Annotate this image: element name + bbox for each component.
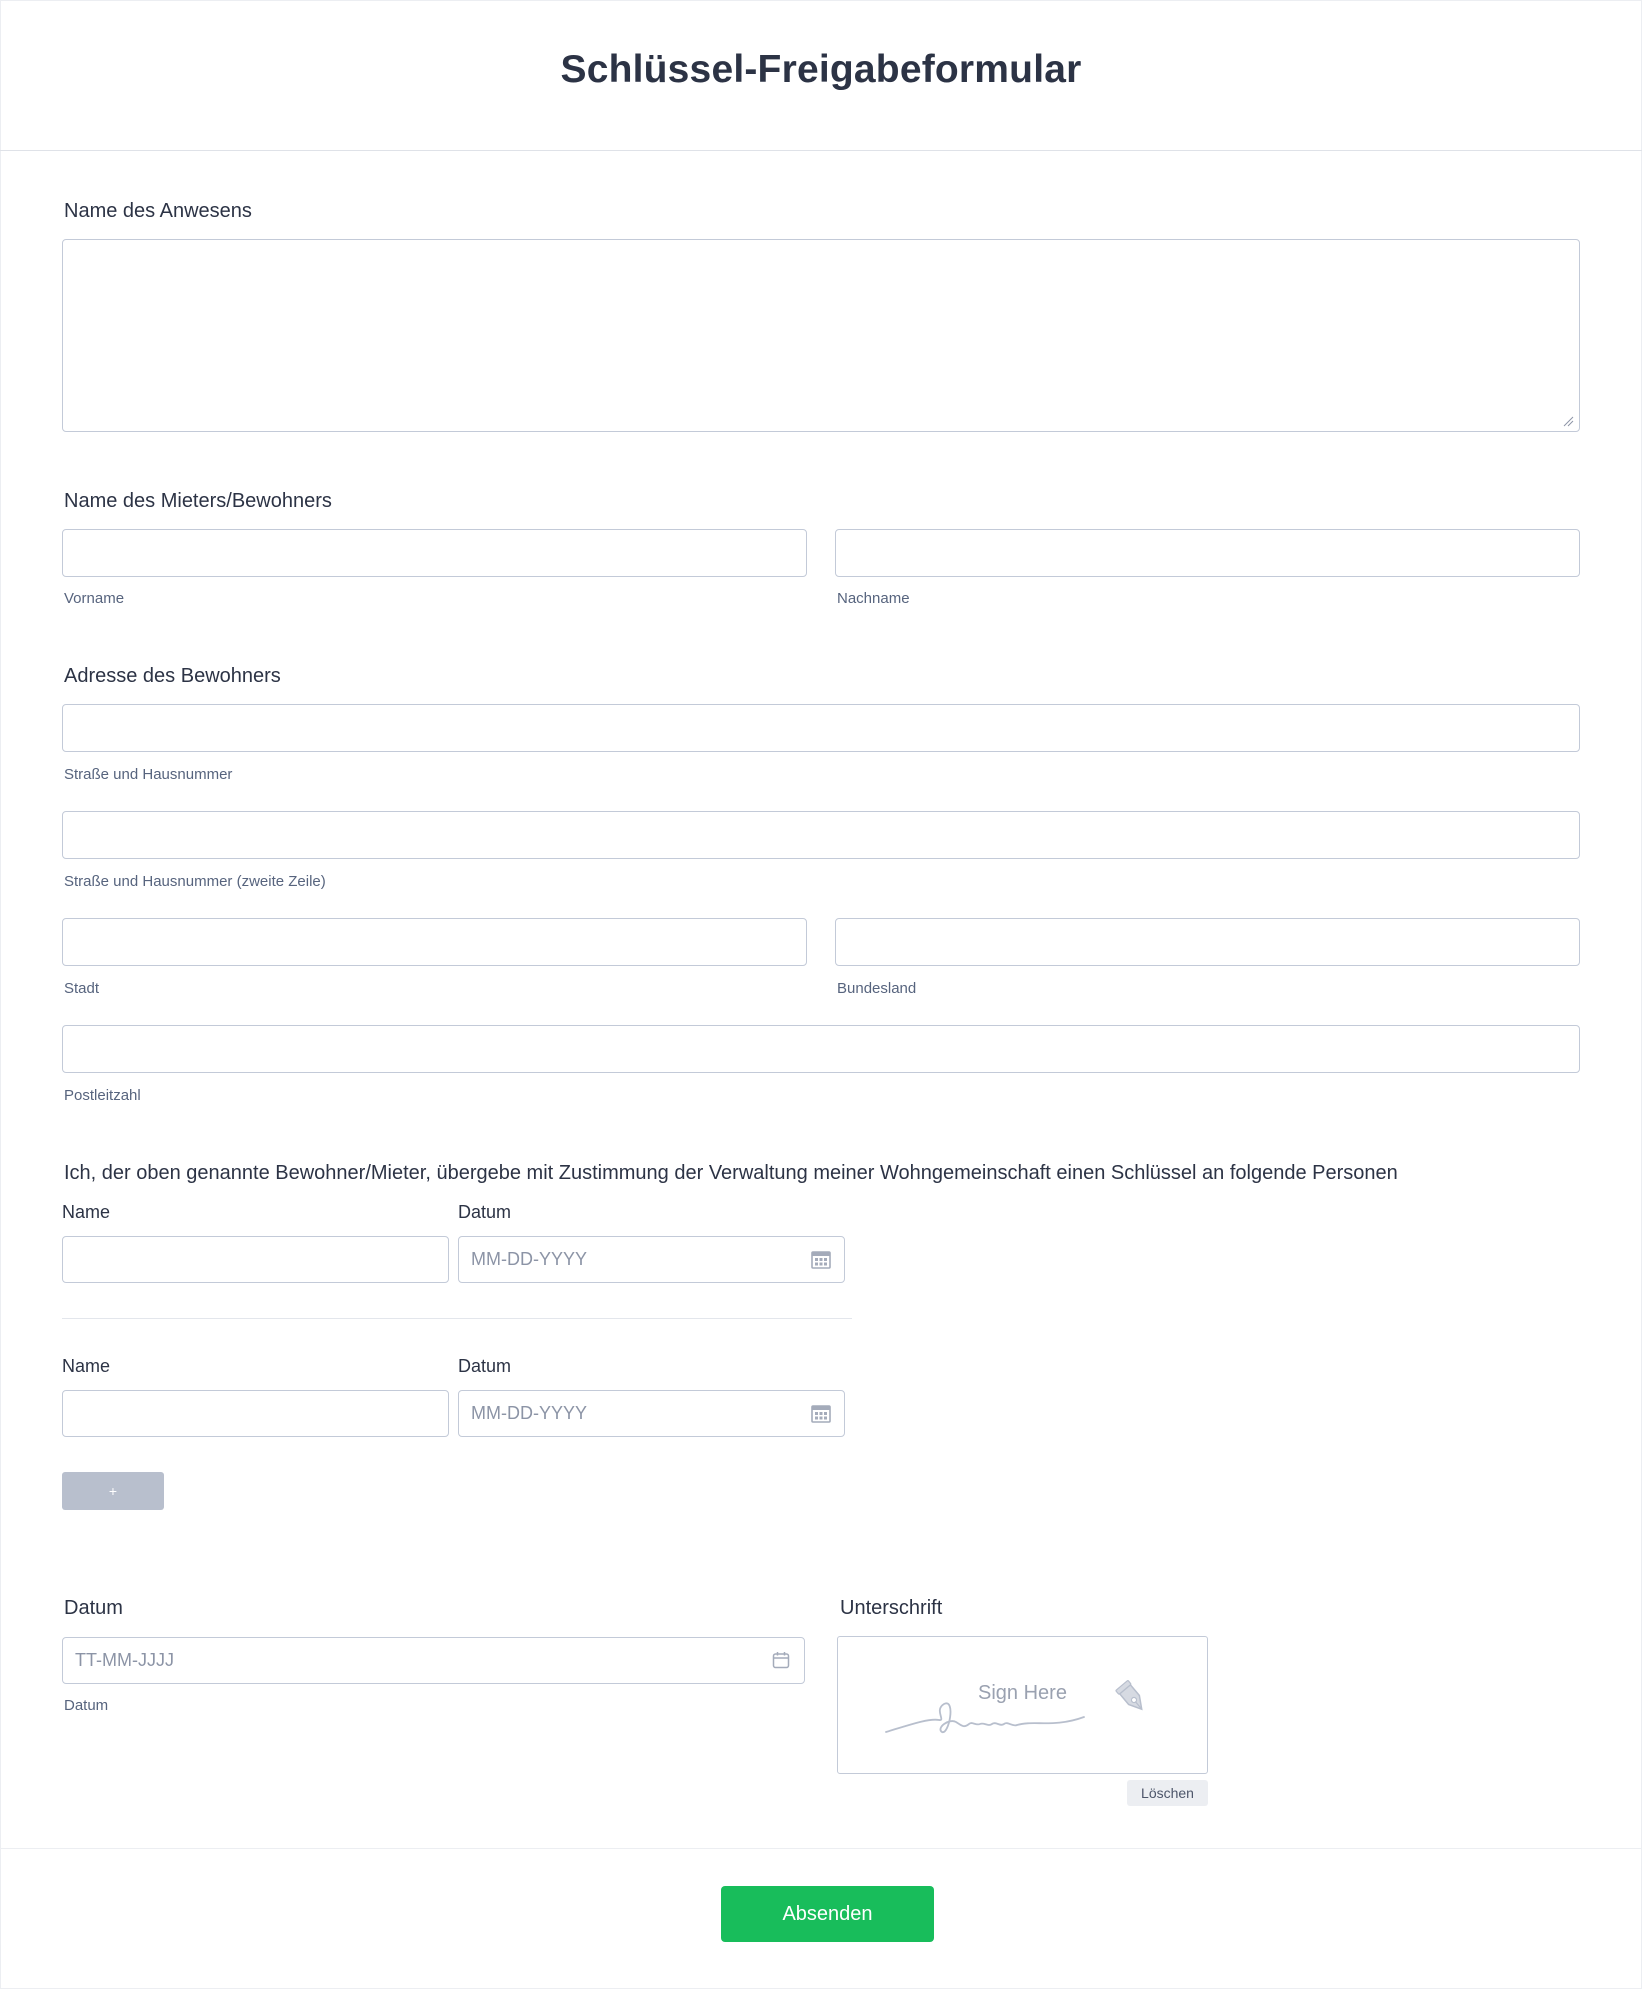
property-name-label: Name des Anwesens xyxy=(64,200,252,222)
footer-divider xyxy=(0,1848,1642,1849)
street-input[interactable] xyxy=(62,704,1580,752)
pen-nib-icon xyxy=(1112,1678,1156,1722)
tenant-name-label: Name des Mieters/Bewohners xyxy=(64,490,332,512)
state-sublabel: Bundesland xyxy=(837,980,917,997)
last-name-sublabel: Nachname xyxy=(837,590,910,607)
street2-sublabel: Straße und Hausnummer (zweite Zeile) xyxy=(64,873,326,890)
recipient-1-date-input[interactable] xyxy=(458,1236,845,1283)
recipient-2-name-input[interactable] xyxy=(62,1390,449,1437)
property-name-textarea[interactable] xyxy=(62,239,1580,432)
address-label: Adresse des Bewohners xyxy=(64,665,281,687)
submit-button[interactable]: Absenden xyxy=(721,1886,934,1942)
clear-signature-button[interactable]: Löschen xyxy=(1127,1780,1208,1806)
signature-label: Unterschrift xyxy=(840,1597,943,1619)
recipient-row-divider xyxy=(62,1318,852,1319)
date-label: Datum xyxy=(64,1597,123,1619)
calendar-icon[interactable] xyxy=(772,1651,790,1669)
state-input[interactable] xyxy=(835,918,1580,966)
date-input[interactable] xyxy=(62,1637,805,1684)
date-sublabel: Datum xyxy=(64,1697,109,1714)
last-name-input[interactable] xyxy=(835,529,1580,577)
recipient-1-date-label: Datum xyxy=(458,1202,512,1222)
recipient-2-date-label: Datum xyxy=(458,1356,512,1376)
city-sublabel: Stadt xyxy=(64,980,100,997)
street2-input[interactable] xyxy=(62,811,1580,859)
header-divider xyxy=(0,150,1642,151)
street-sublabel: Straße und Hausnummer xyxy=(64,766,233,783)
recipients-statement: Ich, der oben genannte Bewohner/Mieter, übergebe mit Zustimmung der Verwaltung meiner Wohngemeinschaft einen Schlüssel an folgende Personen xyxy=(64,1162,1398,1184)
recipient-2-name-label: Name xyxy=(62,1356,111,1376)
zip-sublabel: Postleitzahl xyxy=(64,1087,141,1104)
form-title: Schlüssel-Freigabeformular xyxy=(560,48,1082,91)
zip-input[interactable] xyxy=(62,1025,1580,1073)
resize-grip-icon[interactable] xyxy=(1562,415,1574,427)
calendar-icon[interactable] xyxy=(811,1403,831,1423)
signature-placeholder: Sign Here xyxy=(978,1682,1067,1704)
recipient-2-date-input[interactable] xyxy=(458,1390,845,1437)
recipient-1-name-label: Name xyxy=(62,1202,111,1222)
calendar-icon[interactable] xyxy=(811,1249,831,1269)
city-input[interactable] xyxy=(62,918,807,966)
add-row-button[interactable]: + xyxy=(62,1472,164,1510)
first-name-input[interactable] xyxy=(62,529,807,577)
first-name-sublabel: Vorname xyxy=(64,590,125,607)
recipient-1-name-input[interactable] xyxy=(62,1236,449,1283)
